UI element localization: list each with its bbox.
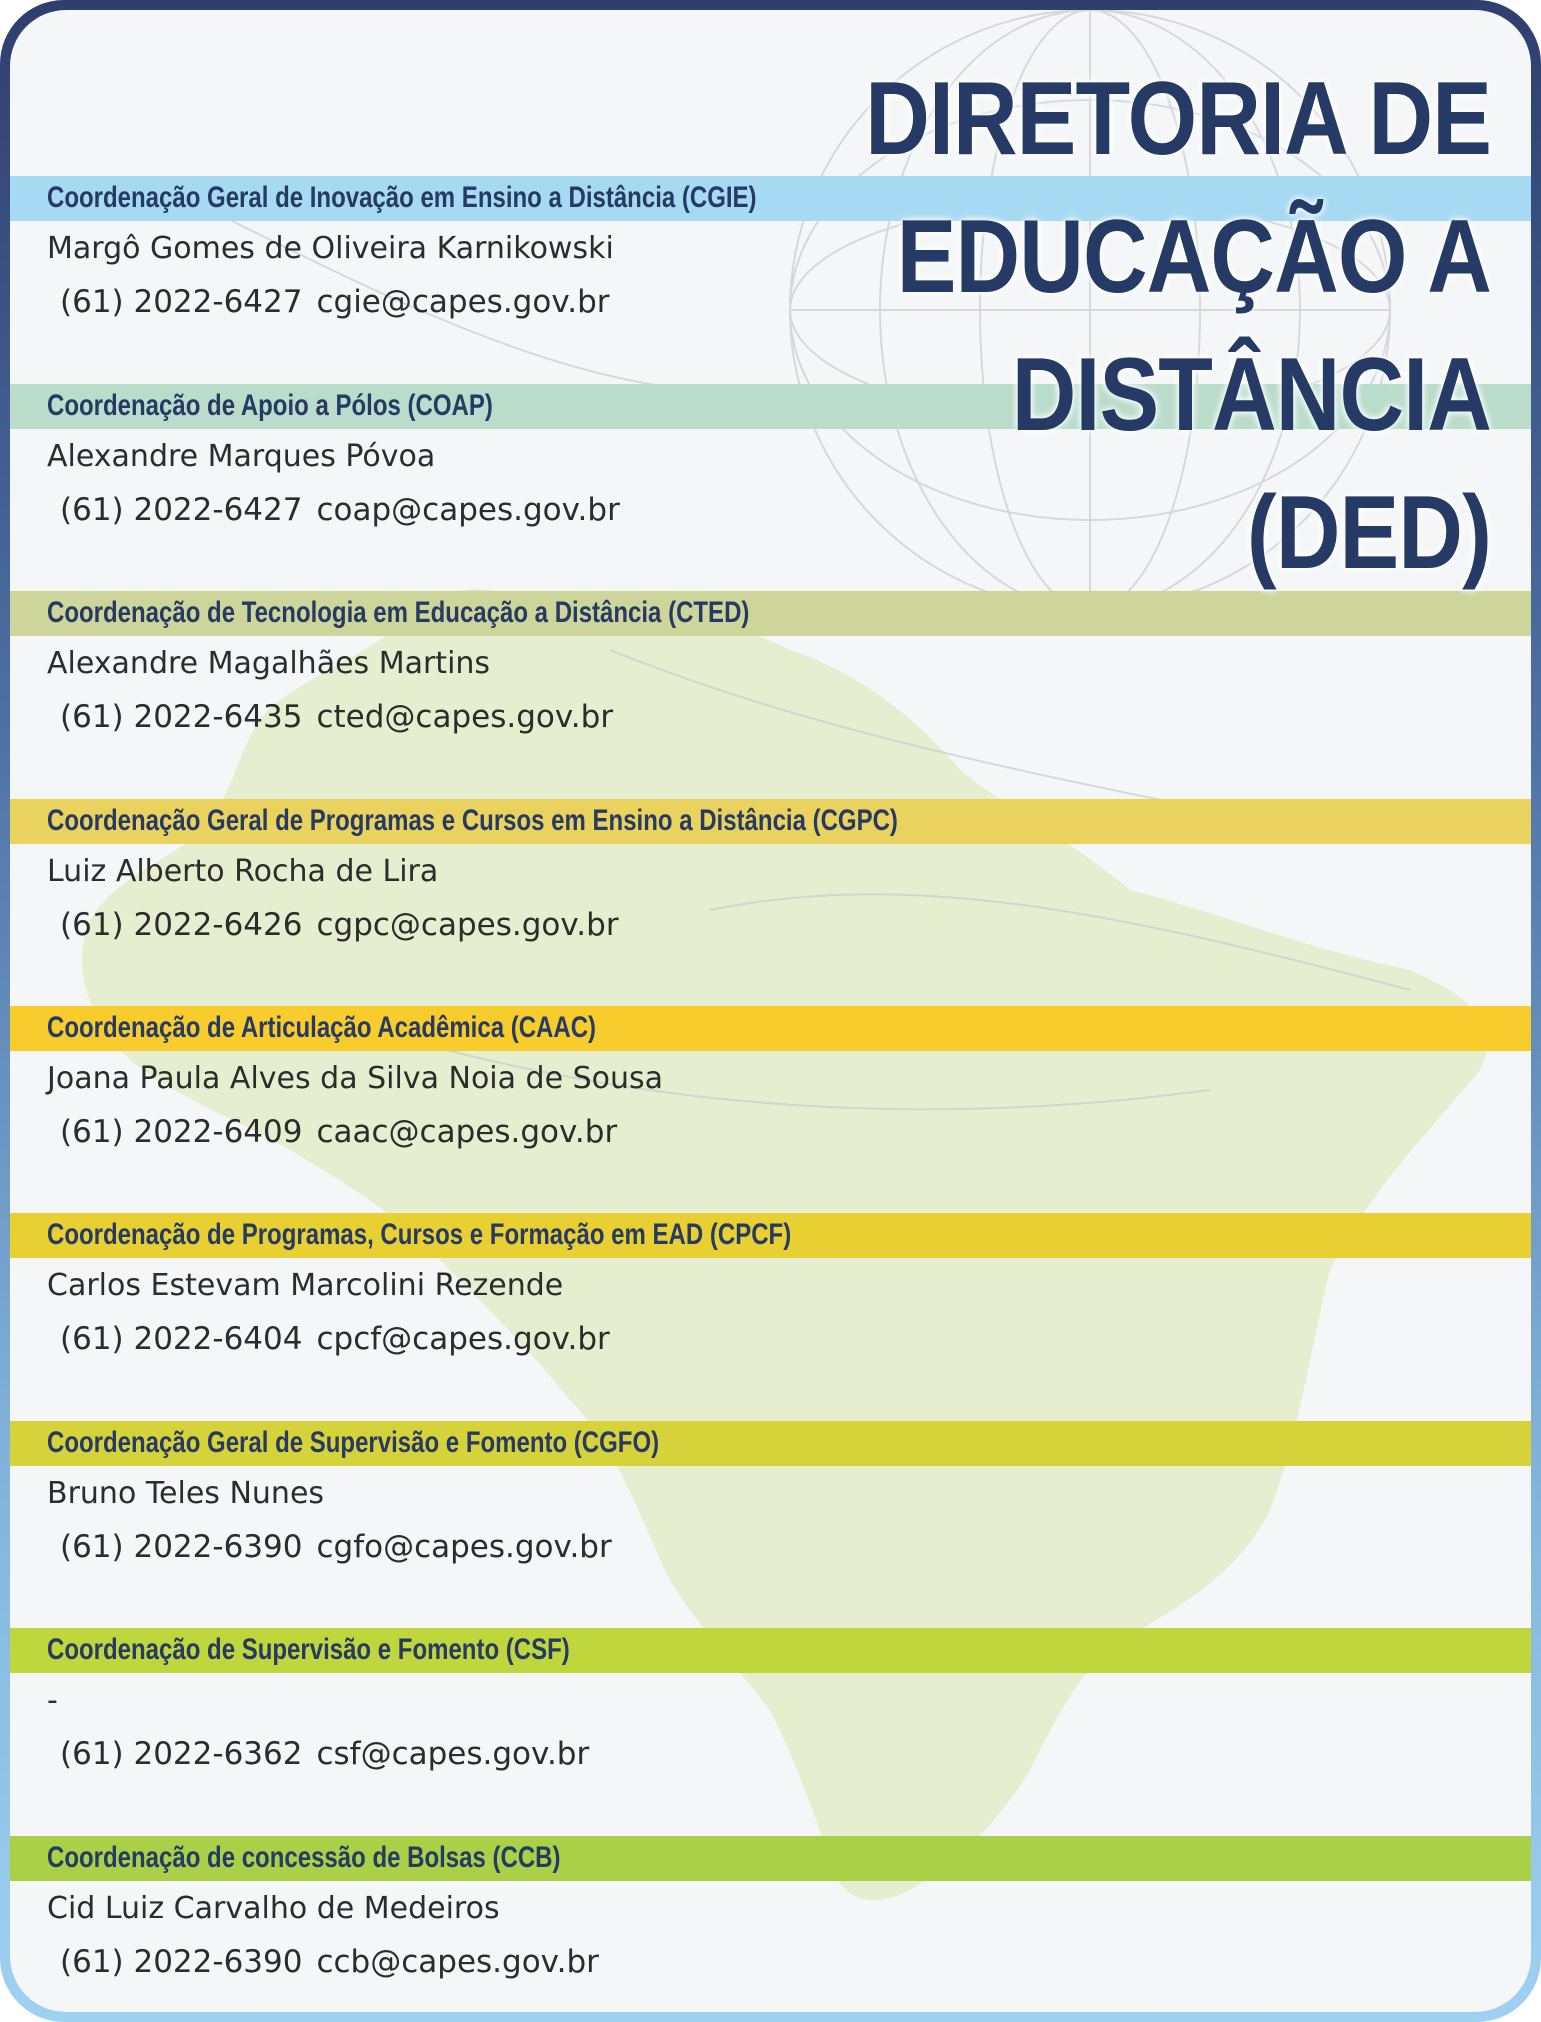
- entry-contact: [60, 1734, 589, 1774]
- entry-contact: [60, 490, 620, 530]
- entry-contact: [60, 1319, 610, 1359]
- directory-entry-csf: [10, 1628, 1531, 1818]
- title-line-1: DIRETORIA DE: [865, 61, 1491, 177]
- entry-email[interactable]: cted@capes.gov.br: [316, 699, 614, 735]
- entry-person: Alexandre Marques Póvoa: [47, 439, 436, 474]
- entry-phone: (61) 2022-6409: [60, 1114, 303, 1150]
- directory-entry-cgpc: [10, 799, 1531, 989]
- entry-title: Coordenação de Tecnologia em Educação a Distância (CTED): [47, 596, 750, 629]
- entry-person: Luiz Alberto Rocha de Lira: [47, 854, 439, 889]
- entry-email[interactable]: caac@capes.gov.br: [316, 1114, 618, 1150]
- entry-person: Bruno Teles Nunes: [47, 1476, 325, 1511]
- entry-title: Coordenação de Articulação Acadêmica (CAAC): [47, 1011, 597, 1044]
- entry-person: Margô Gomes de Oliveira Karnikowski: [47, 231, 614, 266]
- directory-entry-cgfo: [10, 1421, 1531, 1611]
- entry-person: -: [47, 1683, 58, 1718]
- entry-email[interactable]: cgie@capes.gov.br: [316, 284, 610, 320]
- entry-person: Joana Paula Alves da Silva Noia de Sousa: [47, 1061, 664, 1096]
- entry-title: Coordenação de Programas, Cursos e Formação em EAD (CPCF): [47, 1218, 792, 1251]
- entry-person: Alexandre Magalhães Martins: [47, 646, 491, 681]
- page-title: [837, 50, 1491, 602]
- entry-person: Carlos Estevam Marcolini Rezende: [47, 1268, 564, 1303]
- entry-phone: (61) 2022-6404: [60, 1321, 303, 1357]
- entry-person: Cid Luiz Carvalho de Medeiros: [47, 1891, 500, 1926]
- entry-phone: (61) 2022-6390: [60, 1944, 303, 1980]
- directory-entry-ccb: [10, 1836, 1531, 2012]
- entry-contact: [60, 1112, 617, 1152]
- entry-title: Coordenação de Apoio a Pólos (COAP): [47, 389, 493, 422]
- entry-email[interactable]: coap@capes.gov.br: [316, 492, 620, 528]
- entry-phone: (61) 2022-6427: [60, 492, 303, 528]
- entry-phone: (61) 2022-6390: [60, 1529, 303, 1565]
- entry-email[interactable]: cpcf@capes.gov.br: [316, 1321, 610, 1357]
- entry-title: Coordenação Geral de Inovação em Ensino a Distância (CGIE): [47, 181, 757, 214]
- entry-phone: (61) 2022-6435: [60, 699, 303, 735]
- entry-email[interactable]: csf@capes.gov.br: [316, 1736, 590, 1772]
- page-content: [10, 10, 1531, 2012]
- directory-entry-caac: [10, 1006, 1531, 1196]
- entry-title: Coordenação Geral de Supervisão e Fomento (CGFO): [47, 1426, 660, 1459]
- entry-contact: [60, 1942, 599, 1982]
- directory-entry-cpcf: [10, 1213, 1531, 1403]
- entry-title: Coordenação de Supervisão e Fomento (CSF): [47, 1633, 570, 1666]
- entry-email[interactable]: ccb@capes.gov.br: [316, 1944, 599, 1980]
- entry-contact: [60, 905, 619, 945]
- entry-title: Coordenação Geral de Programas e Cursos em Ensino a Distância (CGPC): [47, 804, 898, 837]
- entry-title: Coordenação de concessão de Bolsas (CCB): [47, 1841, 561, 1874]
- title-line-2: EDUCAÇÃO A: [896, 199, 1491, 315]
- entry-phone: (61) 2022-6362: [60, 1736, 303, 1772]
- entry-email[interactable]: cgfo@capes.gov.br: [316, 1529, 612, 1565]
- entry-email[interactable]: cgpc@capes.gov.br: [316, 907, 619, 943]
- directory-entry-cted: [10, 591, 1531, 781]
- entry-contact: [60, 697, 613, 737]
- entry-contact: [60, 1527, 612, 1567]
- title-line-3: DISTÂNCIA (DED): [1011, 337, 1491, 591]
- entry-phone: (61) 2022-6427: [60, 284, 303, 320]
- entry-phone: (61) 2022-6426: [60, 907, 303, 943]
- entry-contact: [60, 282, 610, 322]
